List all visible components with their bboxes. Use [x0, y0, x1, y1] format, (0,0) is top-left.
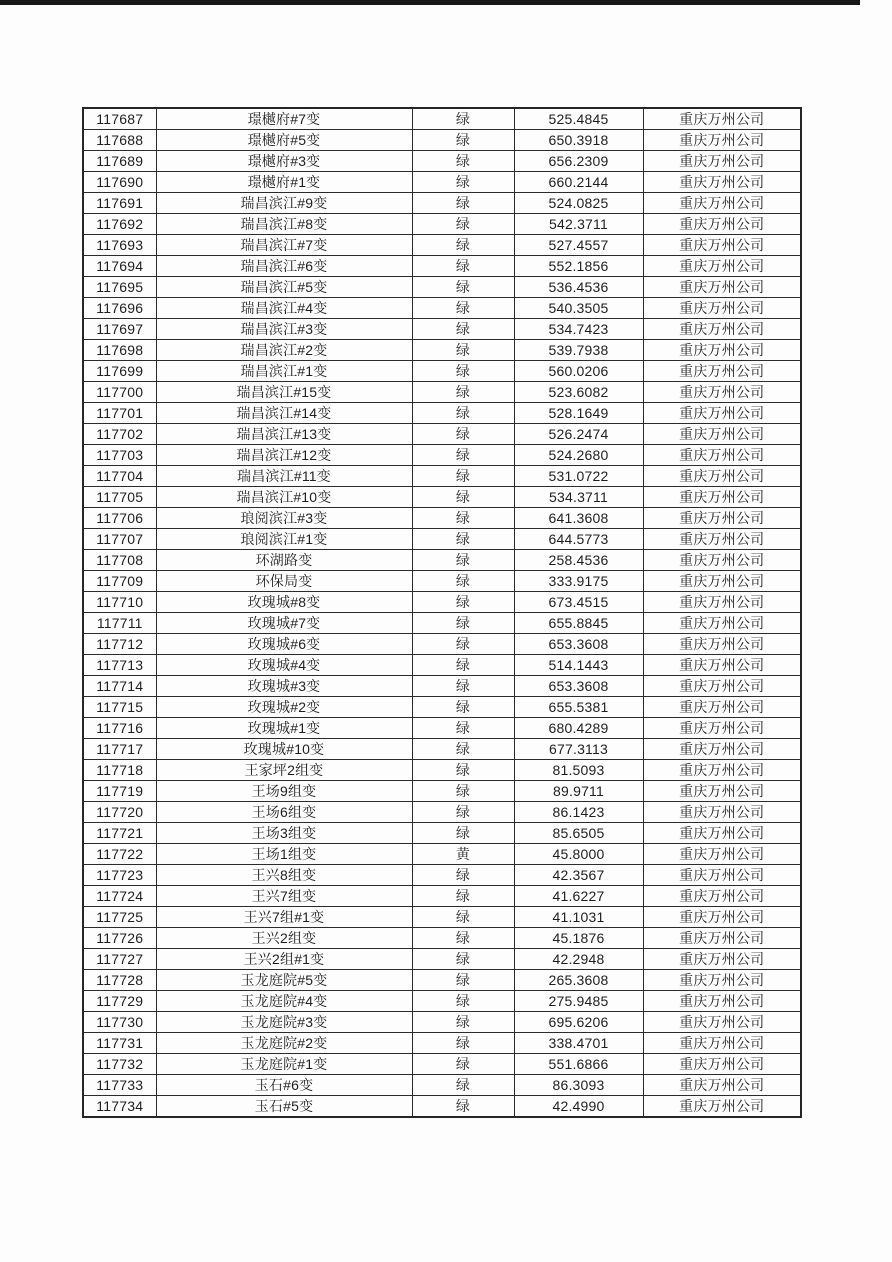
cell-status: 绿	[412, 445, 514, 466]
cell-value: 656.2309	[514, 151, 643, 172]
cell-status: 绿	[412, 718, 514, 739]
cell-status: 绿	[412, 1033, 514, 1054]
cell-company: 重庆万州公司	[643, 592, 801, 613]
cell-name: 璟樾府#7变	[156, 108, 412, 130]
cell-company: 重庆万州公司	[643, 361, 801, 382]
cell-company: 重庆万州公司	[643, 739, 801, 760]
cell-status: 绿	[412, 256, 514, 277]
data-table	[82, 107, 802, 1118]
cell-company: 重庆万州公司	[643, 130, 801, 151]
cell-id: 117694	[83, 256, 156, 277]
cell-status: 绿	[412, 970, 514, 991]
cell-id: 117729	[83, 991, 156, 1012]
cell-status: 绿	[412, 151, 514, 172]
cell-status: 绿	[412, 802, 514, 823]
table-container	[82, 107, 800, 1118]
cell-name: 玫瑰城#4变	[156, 655, 412, 676]
cell-company: 重庆万州公司	[643, 108, 801, 130]
cell-value: 524.0825	[514, 193, 643, 214]
cell-company: 重庆万州公司	[643, 550, 801, 571]
cell-status: 绿	[412, 1054, 514, 1075]
table-row	[83, 403, 801, 424]
cell-company: 重庆万州公司	[643, 403, 801, 424]
cell-id: 117705	[83, 487, 156, 508]
cell-status: 绿	[412, 571, 514, 592]
cell-value: 542.3711	[514, 214, 643, 235]
cell-name: 瑞昌滨江#14变	[156, 403, 412, 424]
cell-id: 117695	[83, 277, 156, 298]
cell-company: 重庆万州公司	[643, 1096, 801, 1118]
cell-value: 85.6505	[514, 823, 643, 844]
cell-value: 275.9485	[514, 991, 643, 1012]
cell-status: 绿	[412, 991, 514, 1012]
cell-status: 绿	[412, 424, 514, 445]
cell-company: 重庆万州公司	[643, 886, 801, 907]
cell-name: 琅阅滨江#1变	[156, 529, 412, 550]
table-row	[83, 108, 801, 130]
cell-company: 重庆万州公司	[643, 1054, 801, 1075]
cell-name: 王场1组变	[156, 844, 412, 865]
cell-status: 绿	[412, 865, 514, 886]
cell-id: 117690	[83, 172, 156, 193]
cell-value: 539.7938	[514, 340, 643, 361]
cell-name: 玉龙庭院#3变	[156, 1012, 412, 1033]
cell-id: 117703	[83, 445, 156, 466]
cell-company: 重庆万州公司	[643, 991, 801, 1012]
cell-company: 重庆万州公司	[643, 928, 801, 949]
table-row	[83, 298, 801, 319]
cell-id: 117728	[83, 970, 156, 991]
cell-id: 117716	[83, 718, 156, 739]
cell-name: 王兴2组变	[156, 928, 412, 949]
cell-company: 重庆万州公司	[643, 844, 801, 865]
cell-company: 重庆万州公司	[643, 277, 801, 298]
cell-value: 525.4845	[514, 108, 643, 130]
cell-id: 117710	[83, 592, 156, 613]
cell-name: 玫瑰城#3变	[156, 676, 412, 697]
cell-value: 258.4536	[514, 550, 643, 571]
cell-name: 玫瑰城#7变	[156, 613, 412, 634]
cell-name: 玉龙庭院#1变	[156, 1054, 412, 1075]
cell-value: 527.4557	[514, 235, 643, 256]
cell-id: 117693	[83, 235, 156, 256]
cell-name: 璟樾府#3变	[156, 151, 412, 172]
cell-id: 117692	[83, 214, 156, 235]
table-row	[83, 655, 801, 676]
cell-value: 552.1856	[514, 256, 643, 277]
cell-status: 绿	[412, 550, 514, 571]
cell-company: 重庆万州公司	[643, 676, 801, 697]
cell-company: 重庆万州公司	[643, 802, 801, 823]
table-row	[83, 865, 801, 886]
table-row	[83, 466, 801, 487]
cell-status: 绿	[412, 1012, 514, 1033]
cell-name: 瑞昌滨江#5变	[156, 277, 412, 298]
cell-name: 瑞昌滨江#3变	[156, 319, 412, 340]
cell-company: 重庆万州公司	[643, 382, 801, 403]
cell-value: 265.3608	[514, 970, 643, 991]
cell-value: 551.6866	[514, 1054, 643, 1075]
cell-id: 117727	[83, 949, 156, 970]
cell-status: 绿	[412, 214, 514, 235]
cell-name: 瑞昌滨江#8变	[156, 214, 412, 235]
cell-id: 117711	[83, 613, 156, 634]
cell-name: 王场3组变	[156, 823, 412, 844]
cell-id: 117697	[83, 319, 156, 340]
cell-value: 655.8845	[514, 613, 643, 634]
cell-value: 338.4701	[514, 1033, 643, 1054]
table-row	[83, 991, 801, 1012]
cell-company: 重庆万州公司	[643, 655, 801, 676]
cell-id: 117714	[83, 676, 156, 697]
cell-name: 琅阅滨江#3变	[156, 508, 412, 529]
cell-value: 42.4990	[514, 1096, 643, 1118]
cell-value: 540.3505	[514, 298, 643, 319]
cell-company: 重庆万州公司	[643, 214, 801, 235]
cell-status: 绿	[412, 403, 514, 424]
table-row	[83, 1033, 801, 1054]
cell-id: 117723	[83, 865, 156, 886]
cell-status: 绿	[412, 655, 514, 676]
cell-value: 660.2144	[514, 172, 643, 193]
cell-status: 绿	[412, 466, 514, 487]
cell-id: 117724	[83, 886, 156, 907]
cell-company: 重庆万州公司	[643, 949, 801, 970]
cell-value: 695.6206	[514, 1012, 643, 1033]
cell-value: 86.1423	[514, 802, 643, 823]
table-row	[83, 970, 801, 991]
table-row	[83, 340, 801, 361]
cell-company: 重庆万州公司	[643, 865, 801, 886]
cell-name: 瑞昌滨江#6变	[156, 256, 412, 277]
table-row	[83, 739, 801, 760]
cell-status: 绿	[412, 1096, 514, 1118]
cell-company: 重庆万州公司	[643, 235, 801, 256]
cell-status: 绿	[412, 340, 514, 361]
table-row	[83, 1075, 801, 1096]
cell-name: 玉龙庭院#5变	[156, 970, 412, 991]
table-row	[83, 214, 801, 235]
table-row	[83, 823, 801, 844]
cell-name: 玉龙庭院#2变	[156, 1033, 412, 1054]
cell-id: 117706	[83, 508, 156, 529]
table-row	[83, 697, 801, 718]
table-row	[83, 886, 801, 907]
cell-status: 绿	[412, 907, 514, 928]
cell-id: 117717	[83, 739, 156, 760]
cell-value: 534.3711	[514, 487, 643, 508]
cell-value: 81.5093	[514, 760, 643, 781]
cell-company: 重庆万州公司	[643, 823, 801, 844]
cell-company: 重庆万州公司	[643, 508, 801, 529]
cell-name: 瑞昌滨江#4变	[156, 298, 412, 319]
cell-status: 绿	[412, 634, 514, 655]
cell-id: 117698	[83, 340, 156, 361]
table-row	[83, 256, 801, 277]
cell-id: 117719	[83, 781, 156, 802]
cell-company: 重庆万州公司	[643, 340, 801, 361]
cell-name: 玫瑰城#1变	[156, 718, 412, 739]
cell-company: 重庆万州公司	[643, 970, 801, 991]
cell-company: 重庆万州公司	[643, 529, 801, 550]
cell-status: 绿	[412, 298, 514, 319]
cell-name: 瑞昌滨江#11变	[156, 466, 412, 487]
cell-name: 玫瑰城#2变	[156, 697, 412, 718]
cell-id: 117699	[83, 361, 156, 382]
cell-id: 117712	[83, 634, 156, 655]
cell-id: 117704	[83, 466, 156, 487]
cell-company: 重庆万州公司	[643, 466, 801, 487]
table-row	[83, 907, 801, 928]
cell-name: 玉龙庭院#4变	[156, 991, 412, 1012]
cell-company: 重庆万州公司	[643, 319, 801, 340]
cell-status: 绿	[412, 235, 514, 256]
table-row	[83, 781, 801, 802]
table-row	[83, 151, 801, 172]
table-row	[83, 928, 801, 949]
cell-company: 重庆万州公司	[643, 907, 801, 928]
cell-id: 117702	[83, 424, 156, 445]
table-row	[83, 949, 801, 970]
cell-name: 玫瑰城#8变	[156, 592, 412, 613]
cell-value: 42.2948	[514, 949, 643, 970]
table-row	[83, 193, 801, 214]
cell-status: 绿	[412, 949, 514, 970]
cell-id: 117715	[83, 697, 156, 718]
cell-value: 644.5773	[514, 529, 643, 550]
cell-value: 560.0206	[514, 361, 643, 382]
cell-id: 117733	[83, 1075, 156, 1096]
table-row	[83, 1012, 801, 1033]
cell-name: 玫瑰城#10变	[156, 739, 412, 760]
cell-name: 璟樾府#5变	[156, 130, 412, 151]
cell-id: 117718	[83, 760, 156, 781]
cell-name: 王场6组变	[156, 802, 412, 823]
cell-value: 45.8000	[514, 844, 643, 865]
cell-status: 绿	[412, 193, 514, 214]
table-row	[83, 1054, 801, 1075]
cell-id: 117709	[83, 571, 156, 592]
cell-id: 117730	[83, 1012, 156, 1033]
table-row	[83, 529, 801, 550]
cell-name: 瑞昌滨江#1变	[156, 361, 412, 382]
cell-status: 绿	[412, 382, 514, 403]
cell-status: 绿	[412, 361, 514, 382]
cell-company: 重庆万州公司	[643, 298, 801, 319]
cell-status: 黄	[412, 844, 514, 865]
cell-company: 重庆万州公司	[643, 256, 801, 277]
cell-status: 绿	[412, 613, 514, 634]
cell-value: 655.5381	[514, 697, 643, 718]
cell-name: 瑞昌滨江#15变	[156, 382, 412, 403]
cell-name: 瑞昌滨江#9变	[156, 193, 412, 214]
table-row	[83, 634, 801, 655]
table-row	[83, 277, 801, 298]
table-row	[83, 718, 801, 739]
cell-status: 绿	[412, 319, 514, 340]
cell-status: 绿	[412, 529, 514, 550]
cell-value: 650.3918	[514, 130, 643, 151]
cell-name: 玉石#5变	[156, 1096, 412, 1118]
table-row	[83, 382, 801, 403]
cell-company: 重庆万州公司	[643, 634, 801, 655]
cell-company: 重庆万州公司	[643, 760, 801, 781]
table-row	[83, 760, 801, 781]
cell-status: 绿	[412, 886, 514, 907]
table-row	[83, 844, 801, 865]
cell-company: 重庆万州公司	[643, 1033, 801, 1054]
cell-id: 117726	[83, 928, 156, 949]
cell-company: 重庆万州公司	[643, 172, 801, 193]
cell-id: 117722	[83, 844, 156, 865]
table-row	[83, 592, 801, 613]
cell-value: 680.4289	[514, 718, 643, 739]
cell-value: 42.3567	[514, 865, 643, 886]
cell-company: 重庆万州公司	[643, 718, 801, 739]
cell-value: 653.3608	[514, 634, 643, 655]
table-row	[83, 571, 801, 592]
cell-status: 绿	[412, 277, 514, 298]
cell-status: 绿	[412, 697, 514, 718]
cell-company: 重庆万州公司	[643, 781, 801, 802]
cell-id: 117731	[83, 1033, 156, 1054]
cell-status: 绿	[412, 130, 514, 151]
table-row	[83, 319, 801, 340]
table-row	[83, 802, 801, 823]
cell-company: 重庆万州公司	[643, 571, 801, 592]
cell-value: 534.7423	[514, 319, 643, 340]
cell-status: 绿	[412, 508, 514, 529]
cell-value: 523.6082	[514, 382, 643, 403]
cell-status: 绿	[412, 487, 514, 508]
cell-status: 绿	[412, 781, 514, 802]
cell-value: 528.1649	[514, 403, 643, 424]
cell-name: 王家坪2组变	[156, 760, 412, 781]
cell-status: 绿	[412, 676, 514, 697]
cell-status: 绿	[412, 1075, 514, 1096]
cell-status: 绿	[412, 739, 514, 760]
cell-status: 绿	[412, 928, 514, 949]
table-row	[83, 487, 801, 508]
page-top-bar	[0, 0, 860, 5]
cell-value: 514.1443	[514, 655, 643, 676]
table-row	[83, 130, 801, 151]
cell-id: 117734	[83, 1096, 156, 1118]
cell-id: 117688	[83, 130, 156, 151]
table-row	[83, 361, 801, 382]
cell-value: 524.2680	[514, 445, 643, 466]
table-row	[83, 550, 801, 571]
cell-company: 重庆万州公司	[643, 193, 801, 214]
cell-name: 玫瑰城#6变	[156, 634, 412, 655]
table-row	[83, 1096, 801, 1118]
cell-value: 536.4536	[514, 277, 643, 298]
cell-value: 41.6227	[514, 886, 643, 907]
cell-name: 瑞昌滨江#7变	[156, 235, 412, 256]
cell-status: 绿	[412, 172, 514, 193]
cell-id: 117732	[83, 1054, 156, 1075]
cell-id: 117720	[83, 802, 156, 823]
cell-name: 王场9组变	[156, 781, 412, 802]
table-row	[83, 424, 801, 445]
cell-id: 117696	[83, 298, 156, 319]
cell-value: 333.9175	[514, 571, 643, 592]
cell-id: 117725	[83, 907, 156, 928]
cell-id: 117689	[83, 151, 156, 172]
cell-value: 673.4515	[514, 592, 643, 613]
cell-name: 瑞昌滨江#12变	[156, 445, 412, 466]
table-row	[83, 172, 801, 193]
cell-name: 环湖路变	[156, 550, 412, 571]
table-body	[83, 108, 801, 1117]
cell-status: 绿	[412, 823, 514, 844]
cell-name: 王兴2组#1变	[156, 949, 412, 970]
cell-value: 86.3093	[514, 1075, 643, 1096]
cell-company: 重庆万州公司	[643, 1075, 801, 1096]
cell-name: 璟樾府#1变	[156, 172, 412, 193]
cell-id: 117691	[83, 193, 156, 214]
cell-company: 重庆万州公司	[643, 445, 801, 466]
table-row	[83, 676, 801, 697]
table-row	[83, 613, 801, 634]
cell-value: 89.9711	[514, 781, 643, 802]
table-row	[83, 235, 801, 256]
cell-value: 653.3608	[514, 676, 643, 697]
cell-name: 环保局变	[156, 571, 412, 592]
cell-value: 677.3113	[514, 739, 643, 760]
cell-id: 117708	[83, 550, 156, 571]
cell-id: 117721	[83, 823, 156, 844]
cell-id: 117701	[83, 403, 156, 424]
cell-id: 117687	[83, 108, 156, 130]
cell-company: 重庆万州公司	[643, 1012, 801, 1033]
table-row	[83, 445, 801, 466]
cell-company: 重庆万州公司	[643, 487, 801, 508]
cell-name: 瑞昌滨江#13变	[156, 424, 412, 445]
cell-company: 重庆万州公司	[643, 613, 801, 634]
cell-name: 王兴7组#1变	[156, 907, 412, 928]
cell-id: 117707	[83, 529, 156, 550]
cell-name: 瑞昌滨江#10变	[156, 487, 412, 508]
cell-name: 王兴8组变	[156, 865, 412, 886]
cell-id: 117713	[83, 655, 156, 676]
cell-name: 玉石#6变	[156, 1075, 412, 1096]
cell-company: 重庆万州公司	[643, 151, 801, 172]
cell-value: 45.1876	[514, 928, 643, 949]
cell-company: 重庆万州公司	[643, 697, 801, 718]
cell-status: 绿	[412, 592, 514, 613]
cell-name: 王兴7组变	[156, 886, 412, 907]
cell-value: 641.3608	[514, 508, 643, 529]
cell-status: 绿	[412, 108, 514, 130]
cell-id: 117700	[83, 382, 156, 403]
cell-value: 531.0722	[514, 466, 643, 487]
cell-company: 重庆万州公司	[643, 424, 801, 445]
cell-status: 绿	[412, 760, 514, 781]
cell-value: 526.2474	[514, 424, 643, 445]
cell-name: 瑞昌滨江#2变	[156, 340, 412, 361]
cell-value: 41.1031	[514, 907, 643, 928]
table-row	[83, 508, 801, 529]
